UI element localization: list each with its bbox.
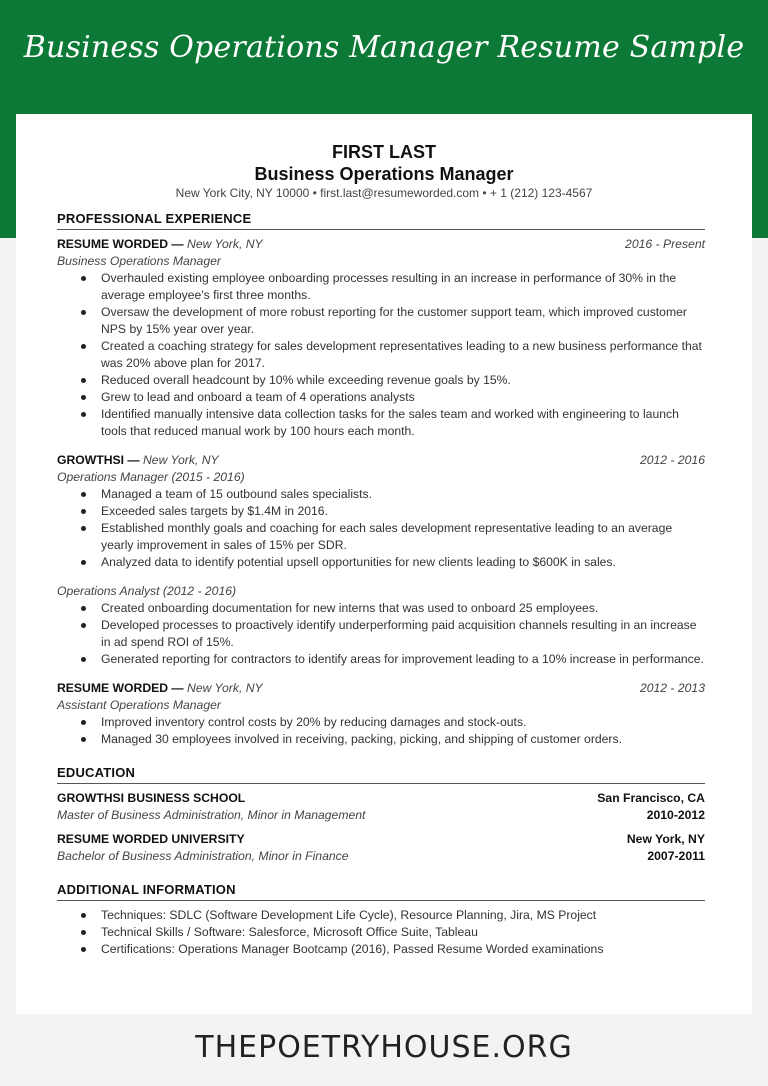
bullet-item: Exceeded sales targets by $1.4M in 2016. [101,503,705,520]
job-dates: 2012 - 2016 [639,453,705,467]
job-bullets [57,270,705,440]
watermark-footer: THEPOETRYHOUSE.ORG [195,1030,573,1065]
additional-heading: ADDITIONAL INFORMATION [57,881,705,901]
bullet-item: Improved inventory control costs by 20% by reducing damages and stock-outs. [101,714,705,731]
education-school: RESUME WORDED UNIVERSITY [57,832,245,846]
job-header [57,452,705,469]
bullet-item: Technical Skills / Software: Salesforce, Microsoft Office Suite, Tableau [101,924,705,941]
education-entry [57,790,705,824]
job-role-title: Operations Manager (2015 - 2016) [57,470,245,484]
job-entry [57,236,705,440]
job-bullets [57,714,705,748]
job-location: New York, NY [187,681,263,695]
job-org: RESUME WORDED — [57,237,184,251]
job-role-title: Assistant Operations Manager [57,698,221,712]
education-row [57,807,705,824]
bullet-item: Created a coaching strategy for sales development representatives leading to a new business performance that was 20% above plan for 2017. [101,338,705,372]
bullet-item: Managed 30 employees involved in receiving, packing, picking, and shipping of customer orders. [101,731,705,748]
additional-bullets [57,907,705,958]
job-bullets [57,486,705,571]
resume-content [57,210,705,958]
experience-heading: PROFESSIONAL EXPERIENCE [57,210,705,230]
job-entry [57,680,705,748]
bullet-item: Techniques: SDLC (Software Development Life Cycle), Resource Planning, Jira, MS Project [101,907,705,924]
job-org-location [57,236,263,253]
education-row [57,848,705,865]
job-dates: 2016 - Present [625,237,705,251]
bullet-item: Managed a team of 15 outbound sales specialists. [101,486,705,503]
job-dates: 2012 - 2013 [639,681,705,695]
education-location: San Francisco, CA [597,791,705,805]
education-degree: Bachelor of Business Administration, Minor in Finance [57,849,349,863]
job-org-location [57,452,219,469]
education-school: GROWTHSI BUSINESS SCHOOL [57,791,246,805]
education-years: 2007-2011 [647,849,705,863]
bullet-item: Developed processes to proactively identify underperforming paid acquisition channels resulting in an increase in ad spend ROI of 15%. [101,617,705,651]
education-heading: EDUCATION [57,764,705,784]
education-years: 2010-2012 [646,808,705,822]
education-entry [57,831,705,865]
bullet-item: Grew to lead and onboard a team of 4 operations analysts [101,389,705,406]
job-location: New York, NY [143,453,219,467]
resume-name: FIRST LAST [332,142,436,162]
education-location: New York, NY [626,832,705,846]
resume-sheet [16,114,752,1014]
job-header [57,680,705,697]
bullet-item: Certifications: Operations Manager Bootcamp (2016), Passed Resume Worded examinations [101,941,705,958]
job-entry [57,452,705,668]
job-location: New York, NY [187,237,263,251]
resume-contact: New York City, NY 10000 • first.last@resumeworded.com • + 1 (212) 123-4567 [175,186,593,200]
bullet-item: Oversaw the development of more robust reporting for the customer support team, which improved customer NPS by 15% year over year. [101,304,705,338]
job-org-location [57,680,263,697]
job-role-title: Operations Analyst (2012 - 2016) [57,584,237,598]
bullet-item: Generated reporting for contractors to identify areas for improvement leading to a 10% increase in performance. [101,652,704,666]
bullet-item: Overhauled existing employee onboarding processes resulting in an increase in performance of 30% in the average employee's first three months. [101,270,705,304]
bullet-item: Established monthly goals and coaching for each sales development representative leading to an average yearly improvement in sales of 15% per SDR. [101,520,705,554]
education-row [57,790,705,807]
job-org: RESUME WORDED — [57,681,184,695]
job-bullets [57,600,705,668]
bullet-item: Reduced overall headcount by 10% while exceeding revenue goals by 15%. [101,372,705,389]
job-org: GROWTHSI — [57,453,140,467]
education-degree: Master of Business Administration, Minor in Management [57,808,366,822]
bullet-item: Created onboarding documentation for new interns that was used to onboard 25 employees. [101,600,705,617]
resume-headline: Business Operations Manager [254,164,514,184]
bullet-item: Identified manually intensive data collection tasks for the sales team and worked with engineering to launch tools that reduced manual work by 100 hours each month. [101,406,705,440]
bullet-item: Analyzed data to identify potential upsell opportunities for new clients leading to $600K in sales. [101,554,705,571]
job-role-title: Business Operations Manager [57,254,221,268]
education-row [57,831,705,848]
job-header [57,236,705,253]
banner-title: Business Operations Manager Resume Sample [23,30,745,65]
